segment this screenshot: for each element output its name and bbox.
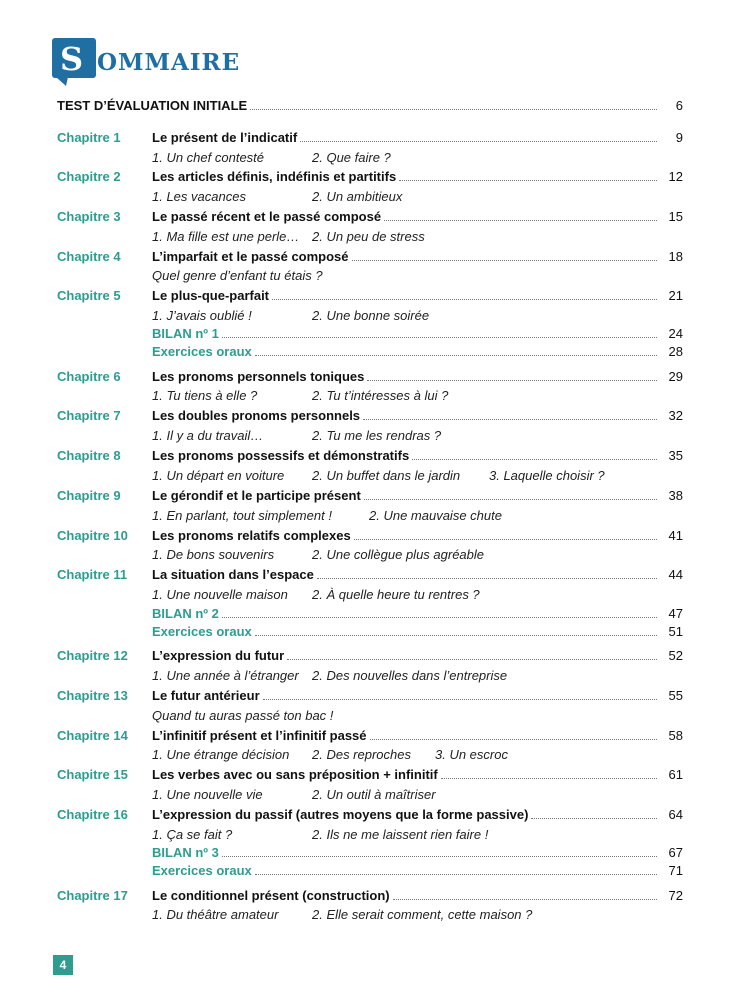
sub-item: 2. Un outil à maîtriser [312, 787, 436, 802]
bilan-title: BILAN nº 2 [152, 606, 219, 621]
bilan-title: BILAN nº 3 [152, 845, 219, 860]
chapter-page: 32 [668, 408, 683, 423]
chapter-title: Le gérondif et le participe présent [152, 488, 361, 503]
chapter-page: 55 [668, 688, 683, 703]
sub-item: 1. Ça se fait ? [152, 827, 233, 842]
chapter-page: 9 [675, 130, 683, 145]
sub-item: 3. Laquelle choisir ? [489, 468, 605, 483]
chapter-title: Le conditionnel présent (construction) [152, 888, 390, 903]
chapter-title: Les pronoms personnels toniques [152, 369, 365, 384]
leader-dots [399, 168, 657, 181]
sub-item: 1. Du théâtre amateur [152, 907, 279, 922]
sub-item: 1. Ma fille est une perle… [152, 229, 300, 244]
toc-chapter-11[interactable] [57, 565, 683, 585]
sub-item: 1. Il y a du travail… [152, 428, 264, 443]
chapter-label: Chapitre 13 [57, 688, 128, 703]
sub-item: 2. Une bonne soirée [312, 308, 430, 323]
chapter-label: Chapitre 15 [57, 767, 128, 782]
toc-chapter-5[interactable] [57, 286, 683, 306]
toc-chapter-7[interactable] [57, 406, 683, 426]
chapter-page: 72 [668, 888, 683, 903]
chapter-label: Chapitre 17 [57, 888, 128, 903]
sub-item: 1. J’avais oublié ! [152, 308, 252, 323]
sub-item: 2. À quelle heure tu rentres ? [312, 587, 480, 602]
sub-item: 2. Un ambitieux [312, 189, 403, 204]
sub-item: 2. Un peu de stress [312, 229, 425, 244]
toc-test-line[interactable] [57, 96, 683, 116]
chapter-label: Chapitre 9 [57, 488, 121, 503]
toc-chapter-1[interactable] [57, 128, 683, 148]
heading-rest: OMMAIRE [97, 49, 241, 76]
toc-chapter-2[interactable] [57, 167, 683, 187]
chapter-title: Le passé récent et le passé composé [152, 209, 382, 224]
toc-bilan-3[interactable] [57, 843, 683, 863]
chapter-title: Les verbes avec ou sans préposition + infinitif [152, 767, 438, 782]
exercices-title: Exercices oraux [152, 344, 252, 359]
toc-chapter-3[interactable] [57, 207, 683, 227]
leader-dots [255, 862, 657, 875]
toc-chapter-12[interactable] [57, 646, 683, 666]
leader-dots [363, 407, 657, 420]
chapter-title: Les doubles pronoms personnels [152, 408, 361, 423]
sub-item: 3. Un escroc [435, 747, 508, 762]
chapter-title: Le plus-que-parfait [152, 288, 270, 303]
chapter-title: L’imparfait et le passé composé [152, 249, 349, 264]
page-number-badge: 4 [53, 955, 73, 975]
chapter-title: Les pronoms relatifs complexes [152, 528, 351, 543]
leader-dots [364, 487, 657, 500]
leader-dots [263, 687, 657, 700]
bilan-page: 24 [668, 326, 683, 341]
sub-item: 1. Les vacances [152, 189, 246, 204]
chapter-page: 15 [668, 209, 683, 224]
chapter-label: Chapitre 1 [57, 130, 121, 145]
leader-dots [354, 527, 657, 540]
toc-chapter-16[interactable] [57, 805, 683, 825]
toc-chapter-8[interactable] [57, 446, 683, 466]
chapter-title: L’infinitif présent et l’infinitif passé [152, 728, 367, 743]
leader-dots [255, 623, 657, 636]
leader-dots [370, 727, 657, 740]
chapter-page: 29 [668, 369, 683, 384]
toc-exercices-oraux-1[interactable] [57, 342, 683, 362]
chapter-page: 64 [668, 807, 683, 822]
sub-item: 2. Ils ne me laissent rien faire ! [312, 827, 489, 842]
toc-chapter-13[interactable] [57, 686, 683, 706]
toc-chapter-17[interactable] [57, 886, 683, 906]
sub-item: Quel genre d’enfant tu étais ? [152, 268, 323, 283]
chapter-title: L’expression du passif (autres moyens que la forme passive) [152, 807, 529, 822]
toc-chapter-15[interactable] [57, 765, 683, 785]
exercices-page: 71 [668, 863, 683, 878]
chapter-label: Chapitre 14 [57, 728, 128, 743]
chapter-title: La situation dans l’espace [152, 567, 314, 582]
toc-chapter-9[interactable] [57, 486, 683, 506]
chapter-label: Chapitre 11 [57, 567, 128, 582]
toc-bilan-2[interactable] [57, 604, 683, 624]
chapter-label: Chapitre 6 [57, 369, 121, 384]
leader-dots [393, 887, 657, 900]
toc-exercices-oraux-3[interactable] [57, 861, 683, 881]
sub-item: 1. Un départ en voiture [152, 468, 285, 483]
exercices-page: 28 [668, 344, 683, 359]
sub-item: 1. Un chef contesté [152, 150, 265, 165]
chapter-page: 61 [668, 767, 683, 782]
sub-item: 2. Tu me les rendras ? [312, 428, 442, 443]
sub-item: 1. Une étrange décision [152, 747, 290, 762]
chapter-title: L’expression du futur [152, 648, 285, 663]
chapter-label: Chapitre 12 [57, 648, 128, 663]
sub-item: 2. Des reproches [312, 747, 411, 762]
bilan-title: BILAN nº 1 [152, 326, 219, 341]
sommaire-heading [52, 38, 252, 82]
chapter-label: Chapitre 16 [57, 807, 128, 822]
chapter-label: Chapitre 2 [57, 169, 121, 184]
chapter-label: Chapitre 8 [57, 448, 121, 463]
leader-dots [255, 343, 657, 356]
sub-item: 1. Une nouvelle maison [152, 587, 288, 602]
leader-dots [222, 325, 657, 338]
exercices-title: Exercices oraux [152, 624, 252, 639]
toc-chapter-6[interactable] [57, 367, 683, 387]
chapter-label: Chapitre 5 [57, 288, 121, 303]
chapter-label: Chapitre 3 [57, 209, 121, 224]
chapter-page: 52 [668, 648, 683, 663]
sub-item: 1. Tu tiens à elle ? [152, 388, 258, 403]
leader-dots [222, 844, 657, 857]
sub-item: Quand tu auras passé ton bac ! [152, 708, 334, 723]
leader-dots [317, 566, 657, 579]
toc-test-title: TEST D’ÉVALUATION INITIALE [57, 98, 248, 113]
leader-dots [384, 208, 657, 221]
toc-bilan-1[interactable] [57, 324, 683, 344]
chapter-label: Chapitre 7 [57, 408, 121, 423]
chapter-title: Les articles définis, indéfinis et partitifs [152, 169, 397, 184]
toc-chapter-4[interactable] [57, 247, 683, 267]
sub-item: 2. Une collègue plus agréable [312, 547, 485, 562]
chapter-title: Le futur antérieur [152, 688, 260, 703]
sub-item: 2. Que faire ? [312, 150, 391, 165]
chapter-page: 12 [668, 169, 683, 184]
leader-dots [250, 97, 657, 110]
leader-dots [441, 766, 657, 779]
bilan-page: 47 [668, 606, 683, 621]
chapter-page: 38 [668, 488, 683, 503]
chapter-page: 58 [668, 728, 683, 743]
sub-item: 1. De bons souvenirs [152, 547, 275, 562]
leader-dots [272, 287, 657, 300]
exercices-page: 51 [668, 624, 683, 639]
toc-chapter-10[interactable] [57, 526, 683, 546]
leader-dots [412, 447, 657, 460]
leader-dots [367, 368, 657, 381]
heading-first-letter: S [60, 40, 84, 78]
toc-chapter-14[interactable] [57, 726, 683, 746]
sub-item: 2. Une mauvaise chute [369, 508, 502, 523]
sub-item: 2. Tu t’intéresses à lui ? [312, 388, 449, 403]
exercices-title: Exercices oraux [152, 863, 252, 878]
chapter-title: Le présent de l’indicatif [152, 130, 298, 145]
sub-item: 2. Un buffet dans le jardin [312, 468, 461, 483]
chapter-page: 35 [668, 448, 683, 463]
leader-dots [222, 605, 657, 618]
leader-dots [352, 248, 657, 261]
sub-item: 1. En parlant, tout simplement ! [152, 508, 332, 523]
chapter-page: 44 [668, 567, 683, 582]
toc-test-page: 6 [675, 98, 683, 113]
sub-item: 2. Des nouvelles dans l’entreprise [312, 668, 508, 683]
sub-item: 1. Une nouvelle vie [152, 787, 263, 802]
chapter-label: Chapitre 10 [57, 528, 128, 543]
chapter-page: 18 [668, 249, 683, 264]
leader-dots [287, 647, 657, 660]
chapter-page: 21 [668, 288, 683, 303]
chapter-label: Chapitre 4 [57, 249, 121, 264]
sub-item: 1. Une année à l’étranger [152, 668, 299, 683]
toc-exercices-oraux-2[interactable] [57, 622, 683, 642]
leader-dots [531, 806, 657, 819]
sub-item: 2. Elle serait comment, cette maison ? [312, 907, 533, 922]
bilan-page: 67 [668, 845, 683, 860]
leader-dots [300, 129, 657, 142]
chapter-title: Les pronoms possessifs et démonstratifs [152, 448, 410, 463]
chapter-page: 41 [668, 528, 683, 543]
